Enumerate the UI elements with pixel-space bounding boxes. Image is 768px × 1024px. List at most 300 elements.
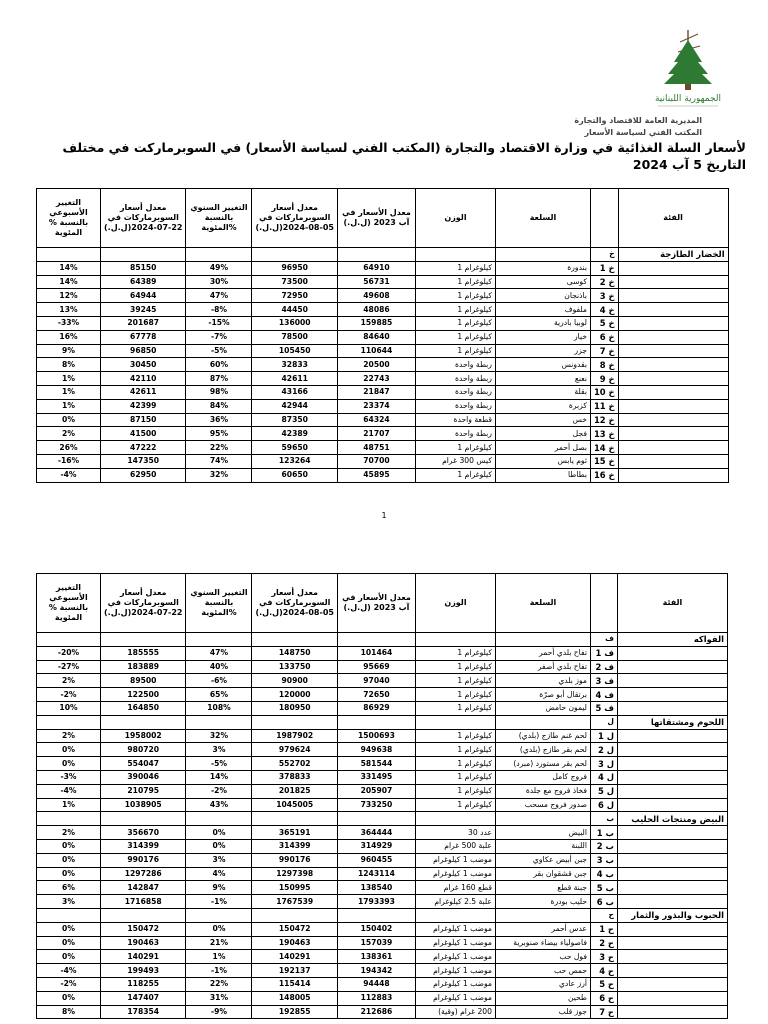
avg-price-05-08-cell: 1767539 <box>252 895 337 909</box>
annual-change-cell: 22% <box>186 977 252 991</box>
avg-price-22-07-cell: 122500 <box>101 688 186 702</box>
annual-change-cell: 4% <box>186 867 252 881</box>
empty-cell <box>186 908 252 922</box>
weight-cell: كيلوغرام 1 <box>415 729 495 743</box>
table-row <box>37 770 728 784</box>
empty-cell <box>495 633 590 647</box>
avg-price-2023-cell: 138361 <box>337 950 415 964</box>
weight-header: الوزن <box>415 574 495 633</box>
section-title: اللحوم ومشتقاتها <box>617 715 727 729</box>
category-cell <box>618 399 728 413</box>
avg-price-05-08-cell: 140291 <box>252 950 337 964</box>
empty-cell <box>252 633 337 647</box>
avg-price-05-08-cell: 72950 <box>252 289 337 303</box>
avg-price-05-08-cell: 1987902 <box>252 729 337 743</box>
avg-price-22-07-cell: 62950 <box>101 468 186 482</box>
avg-price-2023-cell: 1243114 <box>337 867 415 881</box>
avg-price-05-08-cell: 148005 <box>252 991 337 1005</box>
annual-change-cell: -9% <box>186 1005 252 1019</box>
weight-cell: كيلوغرام 1 <box>415 646 495 660</box>
item-code-cell: خ 1 <box>590 261 618 275</box>
table-row <box>37 950 728 964</box>
avg-price-22-07-cell: 314399 <box>101 839 186 853</box>
weight-cell: كيلوغرام 1 <box>415 701 495 715</box>
weight-cell: كيس 300 غرام <box>415 454 495 468</box>
avg-price-2023-cell: 1793393 <box>337 895 415 909</box>
directorate-label: المديرية العامة للاقتصاد والتجارة <box>574 116 702 125</box>
avg-price-05-08-cell: 990176 <box>252 853 337 867</box>
category-cell <box>618 303 728 317</box>
table-row <box>37 964 728 978</box>
item-code-cell: ف 1 <box>590 646 617 660</box>
avg-price-22-07-cell: 150472 <box>101 922 186 936</box>
avg-price-05-08-cell: 73500 <box>252 275 337 289</box>
avg-price-22-07-cell: 39245 <box>101 303 186 317</box>
item-name-cell: تفاح بلدي أحمر <box>495 646 590 660</box>
item-name-cell: أرز عادي <box>495 977 590 991</box>
weight-cell: ربطة واحدة <box>415 427 495 441</box>
avg-price-2023-cell: 23374 <box>337 399 415 413</box>
annual-change-cell: 74% <box>186 454 252 468</box>
section-title: الحبوب والبذور والثمار <box>617 908 727 922</box>
avg-price-05-08-cell: 105450 <box>252 344 337 358</box>
avg-price-05-08-cell: 123264 <box>252 454 337 468</box>
avg-price-22-07-cell: 118255 <box>101 977 186 991</box>
avg-price-2023-cell: 72650 <box>337 688 415 702</box>
weekly-change-cell: 1% <box>37 399 101 413</box>
category-header: الفئة <box>618 189 728 248</box>
category-cell <box>617 991 727 1005</box>
weekly-change-cell: 2% <box>37 729 101 743</box>
weekly-change-cell: 2% <box>37 826 101 840</box>
weekly-change-header: التغيير الأسبوعي بالنسبة % المئوية <box>37 189 101 248</box>
weekly-change-cell: -27% <box>37 660 101 674</box>
document-title-line1: لأسعار السلة الغذائية في وزارة الاقتصاد والتجارة (المكتب الفني لسياسة الأسعار) في السوبرماركت في مختلف <box>62 140 746 155</box>
empty-cell <box>37 715 101 729</box>
annual-change-cell: 14% <box>186 770 252 784</box>
item-code-cell: خ 13 <box>590 427 618 441</box>
weight-cell: كيلوغرام 1 <box>415 344 495 358</box>
table-row <box>37 344 729 358</box>
avg-price-22-07-cell: 1297286 <box>101 867 186 881</box>
empty-cell <box>415 812 495 826</box>
avg-price-22-07-cell: 190463 <box>101 936 186 950</box>
table-row <box>37 646 728 660</box>
item-code-cell: خ 7 <box>590 344 618 358</box>
item-name-cell: لحم بقر مستورد (مبرد) <box>495 757 590 771</box>
avg-price-22-07-cell: 990176 <box>101 853 186 867</box>
item-code-cell: ح 2 <box>590 936 617 950</box>
section-letter: ف <box>590 633 617 647</box>
avg-price-05-08-cell: 1045005 <box>252 798 337 812</box>
avg-price-2023-cell: 733250 <box>337 798 415 812</box>
empty-cell <box>415 715 495 729</box>
avg-price-05-08-cell: 150995 <box>252 881 337 895</box>
avg-price-05-08-cell: 90900 <box>252 674 337 688</box>
item-code-cell: ب 3 <box>590 853 617 867</box>
table-row <box>37 688 728 702</box>
lebanese-republic-logo <box>638 28 738 110</box>
item-code-cell: ل 3 <box>590 757 617 771</box>
section-title: البيض ومنتجات الحليب <box>617 812 727 826</box>
table-row <box>37 275 729 289</box>
item-code-cell: ل 6 <box>590 798 617 812</box>
price-table-vegetables <box>36 188 729 483</box>
table-row <box>37 372 729 386</box>
empty-cell <box>337 633 415 647</box>
table-row <box>37 853 728 867</box>
annual-change-cell: 65% <box>186 688 252 702</box>
table-row <box>37 895 728 909</box>
weekly-change-cell: 1% <box>37 385 101 399</box>
section-letter: ل <box>590 715 617 729</box>
avg-price-22-07-cell: 64389 <box>101 275 186 289</box>
item-code-cell: ل 2 <box>590 743 617 757</box>
avg-price-22-07-cell: 47222 <box>101 441 186 455</box>
section-row <box>37 248 729 262</box>
avg-price-2023-cell: 48086 <box>337 303 415 317</box>
annual-change-cell: 108% <box>186 701 252 715</box>
avg-price-2023-cell: 64910 <box>337 261 415 275</box>
section-row <box>37 812 728 826</box>
empty-cell <box>186 715 252 729</box>
weight-cell: موضب 1 كيلوغرام <box>415 867 495 881</box>
item-name-cell: جوز قلب <box>495 1005 590 1019</box>
avg-price-22-07-cell: 1038905 <box>101 798 186 812</box>
avg-price-2023-cell: 157039 <box>337 936 415 950</box>
avg-price-2023-cell: 212686 <box>337 1005 415 1019</box>
item-code-cell: ح 4 <box>590 964 617 978</box>
avg-price-2023-cell: 364444 <box>337 826 415 840</box>
weight-cell: كيلوغرام 1 <box>415 303 495 317</box>
item-code-cell: ب 6 <box>590 895 617 909</box>
avg-price-2023-cell: 314929 <box>337 839 415 853</box>
weight-cell: كيلوغرام 1 <box>415 316 495 330</box>
weekly-change-cell: -20% <box>37 646 101 660</box>
item-name-cell: خيار <box>495 330 590 344</box>
avg-price-05-08-cell: 979624 <box>252 743 337 757</box>
table-row <box>37 385 729 399</box>
annual-change-header: التغيير السنوي بالنسبة %المئوية <box>186 574 252 633</box>
avg-price-05-08-cell: 42611 <box>252 372 337 386</box>
category-cell <box>617 688 727 702</box>
weekly-change-cell: 6% <box>37 881 101 895</box>
weight-cell: ربطة واحدة <box>415 399 495 413</box>
category-cell <box>618 289 728 303</box>
item-header: السلعة <box>495 189 590 248</box>
section-title: الخضار الطازجة <box>618 248 728 262</box>
logo-caption: الجمهورية اللبنانية <box>654 94 722 104</box>
avg-price-2023-cell: 49608 <box>337 289 415 303</box>
weight-cell: ربطة واحدة <box>415 372 495 386</box>
category-cell <box>617 660 727 674</box>
item-code-cell: ل 1 <box>590 729 617 743</box>
item-name-cell: البيض <box>495 826 590 840</box>
weekly-change-cell: 1% <box>37 372 101 386</box>
item-name-cell: كزبرة <box>495 399 590 413</box>
weight-cell: كيلوغرام 1 <box>415 784 495 798</box>
avg-price-22-07-cell: 199493 <box>101 964 186 978</box>
section-row <box>37 633 728 647</box>
weight-cell: 200 غرام (وقية) <box>415 1005 495 1019</box>
avg-price-22-07-cell: 210795 <box>101 784 186 798</box>
avg-price-05-08-cell: 552702 <box>252 757 337 771</box>
category-cell <box>617 743 727 757</box>
item-name-cell: لحم بقر طازج (بلدي) <box>495 743 590 757</box>
avg-price-2023-cell: 20500 <box>337 358 415 372</box>
weekly-change-cell: 0% <box>37 936 101 950</box>
item-code-cell: ف 3 <box>590 674 617 688</box>
section-row <box>37 715 728 729</box>
item-name-cell: بندورة <box>495 261 590 275</box>
table-row <box>37 798 728 812</box>
item-header: السلعة <box>495 574 590 633</box>
annual-change-cell: 0% <box>186 839 252 853</box>
annual-change-cell: -1% <box>186 964 252 978</box>
weight-cell: موضب 1 كيلوغرام <box>415 922 495 936</box>
annual-change-cell: 43% <box>186 798 252 812</box>
weekly-change-cell: 26% <box>37 441 101 455</box>
avg-price-05-08-cell: 192855 <box>252 1005 337 1019</box>
annual-change-cell: 21% <box>186 936 252 950</box>
category-cell <box>617 936 727 950</box>
item-code-cell: خ 16 <box>590 468 618 482</box>
avg-price-22-07-cell: 64944 <box>101 289 186 303</box>
weekly-change-cell: 0% <box>37 867 101 881</box>
avg-price-2023-cell: 86929 <box>337 701 415 715</box>
avg-price-2023-cell: 95669 <box>337 660 415 674</box>
weekly-change-cell: 12% <box>37 289 101 303</box>
item-code-cell: ف 5 <box>590 701 617 715</box>
empty-cell <box>337 715 415 729</box>
category-cell <box>617 867 727 881</box>
weekly-change-cell: 0% <box>37 743 101 757</box>
code-header <box>590 574 617 633</box>
weekly-change-cell: -33% <box>37 316 101 330</box>
avg-price-2023-cell: 84640 <box>337 330 415 344</box>
page-number: 1 <box>381 511 387 520</box>
weekly-change-cell: 8% <box>37 1005 101 1019</box>
item-name-cell: ليمون حامض <box>495 701 590 715</box>
category-cell <box>618 427 728 441</box>
item-code-cell: خ 2 <box>590 275 618 289</box>
avg-price-22-07-cell: 980720 <box>101 743 186 757</box>
item-name-cell: بطاطا <box>495 468 590 482</box>
section-row <box>37 908 728 922</box>
weight-cell: موضب 1 كيلوغرام <box>415 950 495 964</box>
empty-cell <box>186 248 252 262</box>
annual-change-cell: 9% <box>186 881 252 895</box>
avg-price-2023-cell: 960455 <box>337 853 415 867</box>
weekly-change-cell: 10% <box>37 701 101 715</box>
table-row <box>37 330 729 344</box>
item-code-cell: ب 2 <box>590 839 617 853</box>
weight-cell: موضب 1 كيلوغرام <box>415 853 495 867</box>
weekly-change-cell: -4% <box>37 468 101 482</box>
annual-change-cell: 60% <box>186 358 252 372</box>
item-name-cell: لحم غنم طازج (بلدي) <box>495 729 590 743</box>
weekly-change-cell: 14% <box>37 261 101 275</box>
item-name-cell: جبن قشقوان بقر <box>495 867 590 881</box>
item-name-cell: بقدونس <box>495 358 590 372</box>
avg-price-05-08-cell: 87350 <box>252 413 337 427</box>
table-row <box>37 427 729 441</box>
table-row <box>37 399 729 413</box>
item-code-cell: ل 5 <box>590 784 617 798</box>
category-cell <box>618 261 728 275</box>
weekly-change-cell: -4% <box>37 784 101 798</box>
avg-price-05-08-cell: 120000 <box>252 688 337 702</box>
weekly-change-cell: 0% <box>37 839 101 853</box>
table-row <box>37 660 728 674</box>
avg-price-05-08-cell: 42389 <box>252 427 337 441</box>
annual-change-cell: 3% <box>186 743 252 757</box>
avg-price-2023-cell: 21707 <box>337 427 415 441</box>
avg-price-05-08-cell: 44450 <box>252 303 337 317</box>
avg-price-2023-cell: 101464 <box>337 646 415 660</box>
weekly-change-cell: -2% <box>37 977 101 991</box>
category-cell <box>617 770 727 784</box>
avg-price-05-08-cell: 43166 <box>252 385 337 399</box>
item-name-cell: فخاذ فروج مع جلدة <box>495 784 590 798</box>
annual-change-cell: 87% <box>186 372 252 386</box>
weekly-change-cell: 0% <box>37 757 101 771</box>
empty-cell <box>101 248 186 262</box>
item-name-cell: باذنجان <box>495 289 590 303</box>
category-cell <box>617 826 727 840</box>
avg-price-22-07-cell: 96850 <box>101 344 186 358</box>
table-row <box>37 441 729 455</box>
item-name-cell: جبنة قطع <box>495 881 590 895</box>
avg-price-2023-cell: 112883 <box>337 991 415 1005</box>
avg-price-22-07-header: معدل أسعار السوبرماركات في 22-07-2024(ل.ل.) <box>101 574 186 633</box>
weekly-change-cell: -3% <box>37 770 101 784</box>
empty-cell <box>37 248 101 262</box>
weight-cell: كيلوغرام 1 <box>415 468 495 482</box>
avg-price-22-07-cell: 183889 <box>101 660 186 674</box>
table-row <box>37 839 728 853</box>
empty-cell <box>252 248 337 262</box>
item-code-cell: ف 4 <box>590 688 617 702</box>
item-name-cell: فول حب <box>495 950 590 964</box>
avg-price-22-07-cell: 42611 <box>101 385 186 399</box>
weight-cell: علبة 500 غرام <box>415 839 495 853</box>
table-row <box>37 468 729 482</box>
category-cell <box>617 646 727 660</box>
table-row <box>37 977 728 991</box>
annual-change-cell: 0% <box>186 826 252 840</box>
avg-price-22-07-cell: 41500 <box>101 427 186 441</box>
annual-change-cell: -5% <box>186 344 252 358</box>
avg-price-22-07-cell: 1958002 <box>101 729 186 743</box>
avg-price-05-08-cell: 136000 <box>252 316 337 330</box>
item-name-cell: ملفوف <box>495 303 590 317</box>
item-code-cell: ح 7 <box>590 1005 617 1019</box>
avg-price-2023-cell: 194342 <box>337 964 415 978</box>
avg-price-05-08-cell: 365191 <box>252 826 337 840</box>
item-name-cell: لوبيا بادرية <box>495 316 590 330</box>
weight-cell: كيلوغرام 1 <box>415 441 495 455</box>
avg-price-2023-cell: 331495 <box>337 770 415 784</box>
item-name-cell: صدور فروج مسحب <box>495 798 590 812</box>
item-name-cell: تفاح بلدي أصفر <box>495 660 590 674</box>
item-name-cell: طحين <box>495 991 590 1005</box>
item-code-cell: خ 14 <box>590 441 618 455</box>
weight-cell: علبة 2.5 كيلوغرام <box>415 895 495 909</box>
category-cell <box>617 853 727 867</box>
document-title-line2: التاريخ 5 آب 2024 <box>632 157 746 172</box>
weight-cell: كيلوغرام 1 <box>415 798 495 812</box>
annual-change-header: التغيير السنوي بالنسبة %المئوية <box>186 189 252 248</box>
avg-price-2023-cell: 21847 <box>337 385 415 399</box>
avg-price-22-07-cell: 85150 <box>101 261 186 275</box>
avg-price-05-08-cell: 180950 <box>252 701 337 715</box>
category-cell <box>618 316 728 330</box>
item-code-cell: ف 2 <box>590 660 617 674</box>
weight-cell: موضب 1 كيلوغرام <box>415 991 495 1005</box>
avg-price-22-07-cell: 89500 <box>101 674 186 688</box>
avg-price-2023-cell: 581544 <box>337 757 415 771</box>
item-code-cell: خ 3 <box>590 289 618 303</box>
avg-price-05-08-cell: 201825 <box>252 784 337 798</box>
empty-cell <box>186 812 252 826</box>
avg-price-05-08-cell: 42944 <box>252 399 337 413</box>
weekly-change-cell: 0% <box>37 413 101 427</box>
document-title <box>0 139 746 173</box>
avg-price-05-08-cell: 150472 <box>252 922 337 936</box>
annual-change-cell: -2% <box>186 784 252 798</box>
item-name-cell: بقلة <box>495 385 590 399</box>
weekly-change-cell: 2% <box>37 674 101 688</box>
weight-cell: كيلوغرام 1 <box>415 261 495 275</box>
weight-cell: كيلوغرام 1 <box>415 688 495 702</box>
annual-change-cell: 30% <box>186 275 252 289</box>
table-row <box>37 881 728 895</box>
avg-price-2023-header: معدل الأسعار في آب 2023 (ل.ل.) <box>337 189 415 248</box>
price-table-fruits-meat-dairy-grains <box>36 573 728 1019</box>
weight-header: الوزن <box>415 189 495 248</box>
category-cell <box>618 454 728 468</box>
category-cell <box>617 950 727 964</box>
item-name-cell: جبن أبيض عكاوي <box>495 853 590 867</box>
table-row <box>37 1005 728 1019</box>
annual-change-cell: 95% <box>186 427 252 441</box>
weight-cell: ربطة واحدة <box>415 385 495 399</box>
category-cell <box>618 385 728 399</box>
weight-cell: موضب 1 كيلوغرام <box>415 936 495 950</box>
weekly-change-cell: 13% <box>37 303 101 317</box>
avg-price-05-08-cell: 59650 <box>252 441 337 455</box>
section-title: الفواكه <box>617 633 727 647</box>
category-cell <box>617 798 727 812</box>
annual-change-cell: 84% <box>186 399 252 413</box>
category-cell <box>617 784 727 798</box>
annual-change-cell: 22% <box>186 441 252 455</box>
avg-price-05-08-cell: 32833 <box>252 358 337 372</box>
avg-price-22-07-cell: 178354 <box>101 1005 186 1019</box>
weight-cell: كيلوغرام 1 <box>415 757 495 771</box>
weight-cell: كيلوغرام 1 <box>415 330 495 344</box>
avg-price-22-07-cell: 356670 <box>101 826 186 840</box>
avg-price-05-08-header: معدل أسعار السوبرماركات في 05-08-2024(ل.ل.) <box>252 189 337 248</box>
avg-price-22-07-cell: 201687 <box>101 316 186 330</box>
avg-price-2023-cell: 22743 <box>337 372 415 386</box>
empty-cell <box>37 633 101 647</box>
table-row <box>37 261 729 275</box>
category-cell <box>618 330 728 344</box>
empty-cell <box>186 633 252 647</box>
item-code-cell: خ 5 <box>590 316 618 330</box>
